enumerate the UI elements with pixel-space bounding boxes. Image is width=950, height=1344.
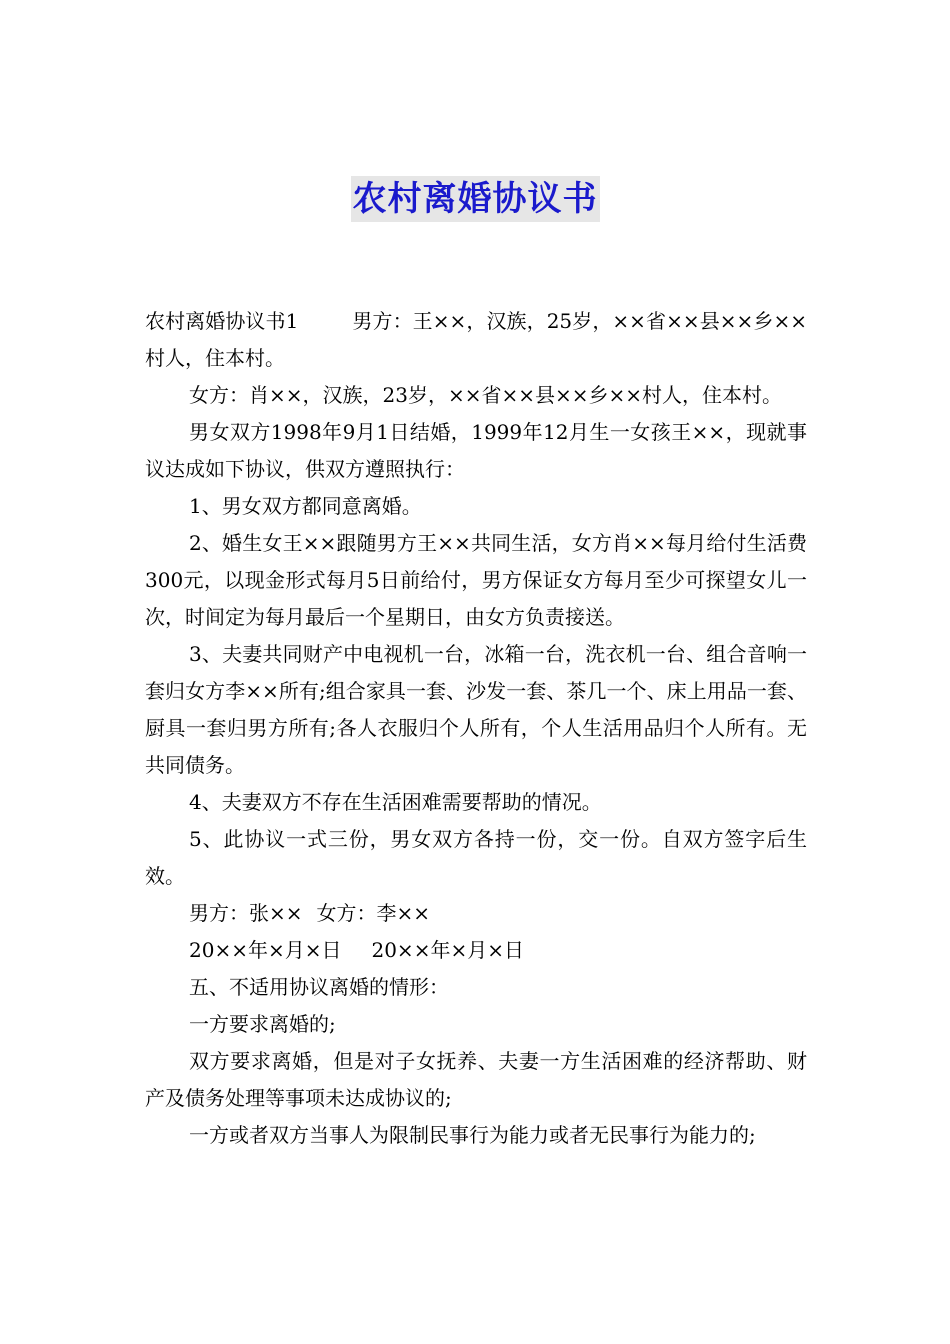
male-party-text: 男方：王××，汉族，25岁，××省××县××乡××村人，住本村。	[145, 309, 807, 370]
clause-3: 3、夫妻共同财产中电视机一台，冰箱一台，洗衣机一台、组合音响一套归女方李××所有;组合家具一套、沙发一套、茶几一个、床上用品一套、厨具一套归男方所有;各人衣服归个人所有，个人生活用品归个人所有。无共同债务。	[145, 642, 807, 777]
paragraph-marriage-info: 男女双方1998年9月1日结婚，1999年12月生一女孩王××，现就事议达成如下协议，供双方遵照执行：	[145, 420, 807, 481]
paragraph-female-party: 女方：肖××，汉族，23岁，××省××县××乡××村人，住本村。	[189, 383, 783, 407]
date-female: 20××年×月×日	[371, 938, 524, 962]
clause-5: 5、此协议一式三份，男女双方各持一份，交一份。自双方签字后生效。	[145, 827, 807, 888]
signature-male: 男方：张××	[189, 901, 303, 925]
date-male: 20××年×月×日	[189, 938, 342, 962]
clause-2: 2、婚生女王××跟随男方王××共同生活，女方肖××每月给付生活费300元，以现金形式每月5日前给付，男方保证女方每月至少可探望女儿一次，时间定为每月最后一个星期日，由女方负责接送。	[145, 531, 807, 629]
document-title: 农村离婚协议书	[351, 176, 600, 222]
first-line-heading: 农村离婚协议书1	[145, 309, 299, 333]
section-heading-not-applicable: 五、不适用协议离婚的情形：	[189, 975, 449, 999]
signature-female: 女方：李××	[316, 901, 431, 925]
clause-4: 4、夫妻双方不存在生活困难需要帮助的情况。	[189, 790, 602, 814]
signature-line	[145, 895, 807, 932]
title-wrap	[0, 176, 950, 222]
condition-2: 双方要求离婚，但是对子女抚养、夫妻一方生活困难的经济帮助、财产及债务处理等事项未达成协议的;	[145, 1049, 807, 1110]
document-body	[145, 303, 807, 1154]
paragraph-male-party	[145, 303, 807, 377]
date-line	[145, 932, 807, 969]
condition-1: 一方要求离婚的;	[189, 1012, 336, 1036]
condition-3: 一方或者双方当事人为限制民事行为能力或者无民事行为能力的;	[189, 1123, 756, 1147]
clause-1: 1、男女双方都同意离婚。	[189, 494, 422, 518]
